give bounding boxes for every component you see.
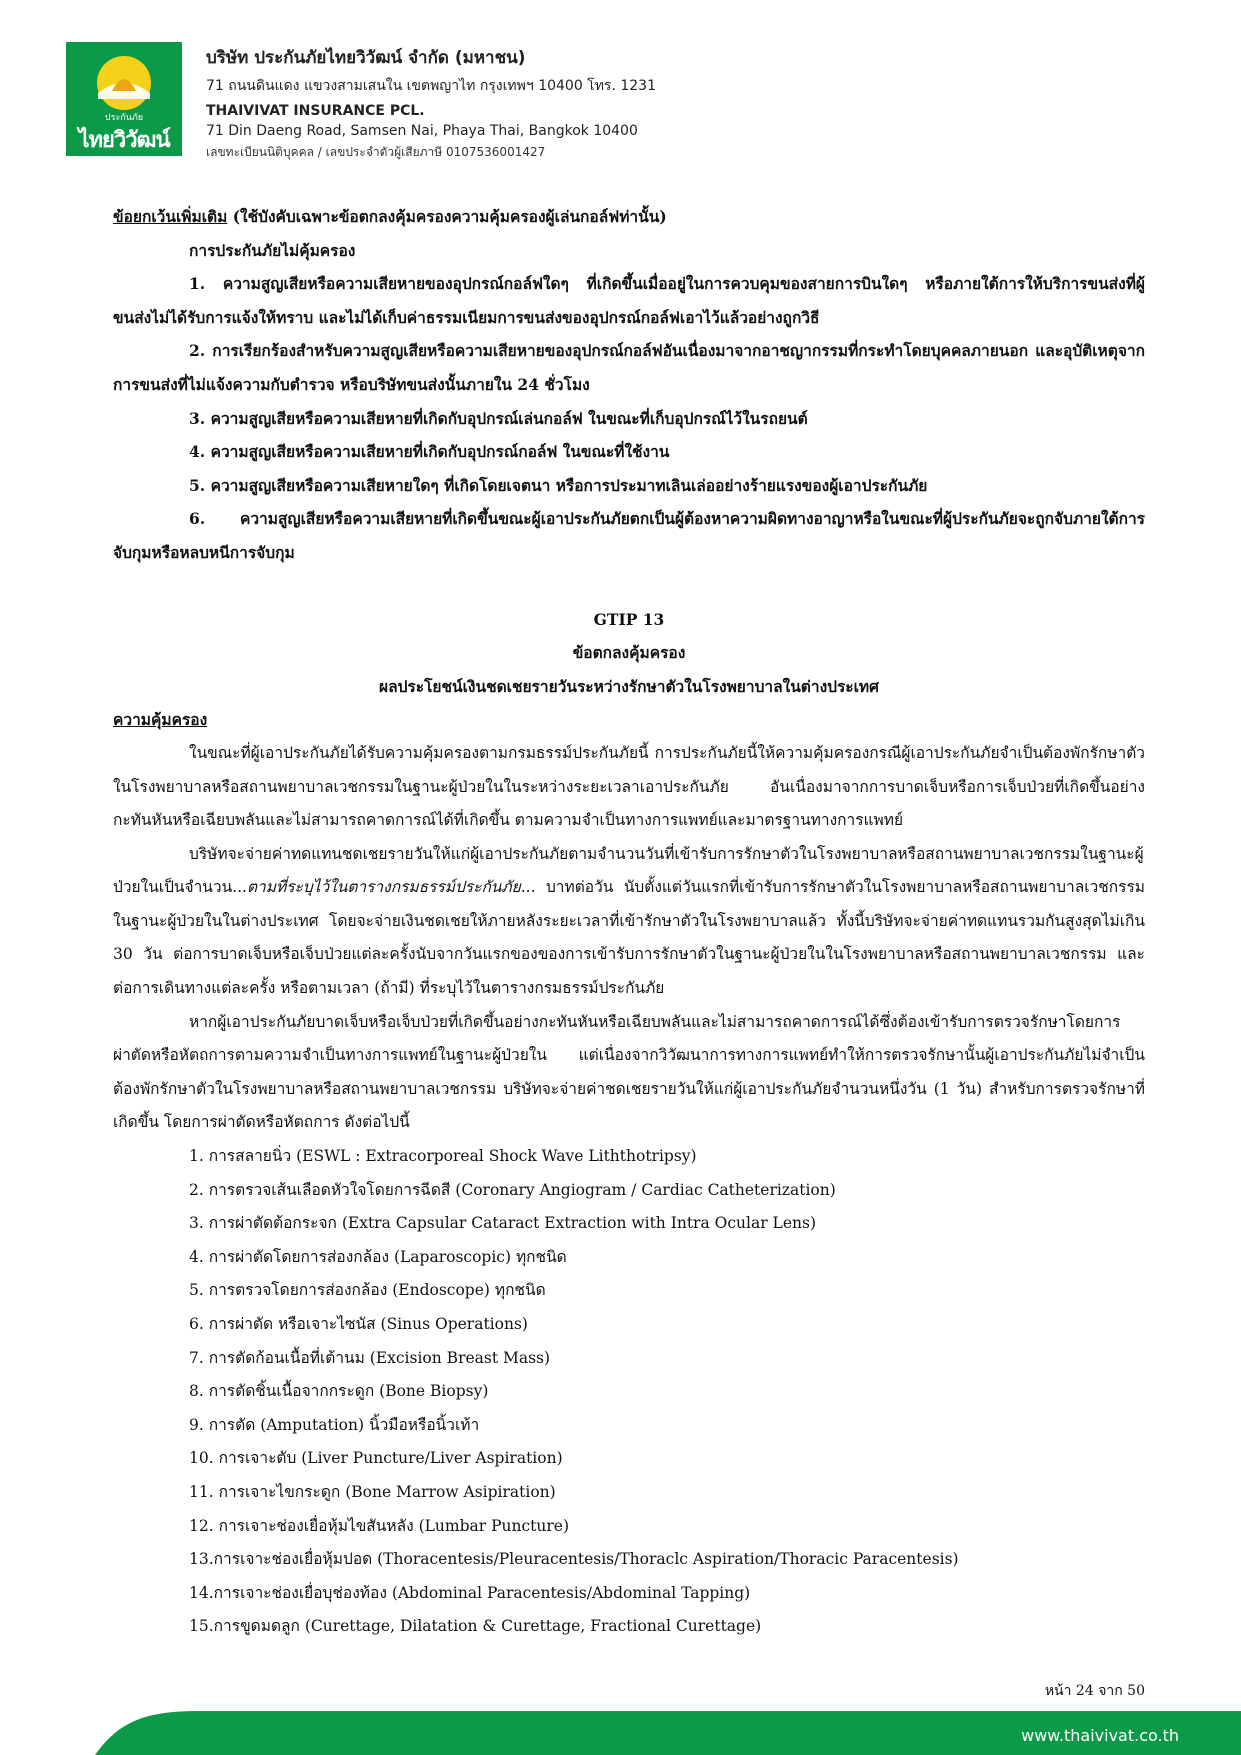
procedure-item: 2. การตรวจเส้นเลือดหัวใจโดยการฉีดสี (Coronary Angiogram / Cardiac Catheterization) xyxy=(189,1180,836,1199)
exclusion-item: 5. ความสูญเสียหรือความเสียหายใดๆ ที่เกิดโดยเจตนา หรือการประมาทเลินเล่ออย่างร้ายแรงของผู้เอาประกันภัย xyxy=(189,475,928,495)
exclusions-heading xyxy=(113,200,1145,234)
exclusions-title: ข้อยกเว้นเพิ่มเติม xyxy=(113,207,228,226)
procedure-item: 4. การผ่าตัดโดยการส่องกล้อง (Laparoscopic) ทุกชนิด xyxy=(189,1247,567,1266)
exclusions-subtitle: การประกันภัยไม่คุ้มครอง xyxy=(189,240,356,260)
exclusion-item: 6. ความสูญเสียหรือความเสียหายที่เกิดขึ้นขณะผู้เอาประกันภัยตกเป็นผู้ต้องหาความผิดทางอาญาหรือในขณะที่ผู้ประกันภัยจะถูกจับภายใต้การจับกุมหรือหลบหนีการจับกุม xyxy=(113,509,1145,562)
procedure-item: 12. การเจาะช่องเยื่อหุ้มไขสันหลัง (Lumbar Puncture) xyxy=(189,1516,570,1535)
page-number: หน้า 24 จาก 50 xyxy=(1044,1683,1145,1699)
procedure-item: 10. การเจาะตับ (Liver Puncture/Liver Aspiration) xyxy=(189,1449,563,1468)
exclusion-item: 1. ความสูญเสียหรือความเสียหายของอุปกรณ์กอล์ฟใดๆ ที่เกิดขึ้นเมื่ออยู่ในการควบคุมของสายการบินใดๆ หรือภายใต้การให้บริการขนส่งที่ผู้ขนส่งไม่ได้รับการแจ้งให้ทราบ และไม่ได้เก็บค่าธรรมเนียมการขนส่งของอุปกรณ์กอล์ฟเอาไว้แล้วอย่างถูกวิธี xyxy=(113,274,1145,327)
procedure-item: 11. การเจาะไขกระดูก (Bone Marrow Asipiration) xyxy=(189,1482,556,1501)
procedure-item: 15.การขูดมดลูก (Curettage, Dilatation & Curettage, Fractional Curettage) xyxy=(189,1617,762,1636)
procedure-item: 5. การตรวจโดยการส่องกล้อง (Endoscope) ทุกชนิด xyxy=(189,1281,546,1300)
logo-brand-text: ไทยวิวัฒน์ xyxy=(78,128,170,153)
gtip-code: GTIP 13 xyxy=(593,609,665,629)
company-address-en: 71 Din Daeng Road, Samsen Nai, Phaya Thai, Bangkok 10400 xyxy=(206,123,638,139)
exclusions-title-note: (ใช้บังคับเฉพาะข้อตกลงคุ้มครองความคุ้มครองผู้เล่นกอล์ฟท่านั้น) xyxy=(227,207,667,226)
company-address-th: 71 ถนนดินแดง แขวงสามเสนใน เขตพญาไท กรุงเทพฯ 10400 โทร. 1231 xyxy=(206,78,656,94)
procedure-item: 14.การเจาะช่องเยื่อบุช่องท้อง (Abdominal Paracentesis/Abdominal Tapping) xyxy=(189,1583,751,1602)
website-link[interactable]: www.thaivivat.co.th xyxy=(1021,1726,1179,1745)
company-logo xyxy=(66,42,182,156)
coverage-paragraph-3: หากผู้เอาประกันภัยบาดเจ็บหรือเจ็บป่วยที่เกิดขึ้นอย่างกะทันหันหรือเฉียบพลันและไม่สามารถคาดการณ์ได้ซึ่งต้องเข้ารับการตรวจรักษาโดยการผ่าตัดหรือหัตถการตามความจำเป็นทางการแพทย์ในฐานะผู้ป่วยใน แต่เนื่องจากวิวัฒนาการทางการแพทย์ทำให้การตรวจรักษานั้นผู้เอาประกันภัยไม่จำเป็นต้องพักรักษาตัวในโรงพยาบาลหรือสถานพยาบาลเวชกรรม บริษัทจะจ่ายค่าชดเชยรายวันให้แก่ผู้เอาประกันภัยจำนวนหนึ่งวัน (1 วัน) สำหรับการตรวจรักษาที่เกิดขึ้น โดยการผ่าตัดหรือหัตถการ ดังต่อไปนี้ xyxy=(113,1012,1145,1132)
logo-emblem-icon xyxy=(90,53,158,113)
document-body xyxy=(113,200,1145,1644)
coverage-paragraph-2-text-a: บริษัทจะจ่ายค่าทดแทนชดเชยรายวันให้แก่ผู้เอาประกันภัยตามจำนวนวันที่เข้ารับการรักษาตัวในโรงพยาบาลหรือสถานพยาบาลเวชกรรมในฐานะผู้ป่วยในเป็นจำนวน xyxy=(113,844,1144,897)
coverage-paragraph-2-italic: ...ตามที่ระบุไว้ในตารางกรมธรรม์ประกันภัย... xyxy=(232,878,536,897)
procedure-item: 6. การผ่าตัด หรือเจาะไซนัส (Sinus Operations) xyxy=(189,1315,528,1333)
letterhead xyxy=(66,42,1176,160)
procedure-item: 3. การผ่าตัดต้อกระจก (Extra Capsular Cataract Extraction with Intra Ocular Lens) xyxy=(189,1214,816,1233)
procedure-item: 1. การสลายนิ่ว (ESWL : Extracorporeal Shock Wave Liththotripsy) xyxy=(189,1147,697,1166)
logo-small-text: ประกันภัย xyxy=(104,113,144,123)
gtip-heading: ข้อตกลงคุ้มครอง xyxy=(572,643,686,663)
procedure-item: 13.การเจาะช่องเยื่อหุ้มปอด (Thoracentesis/Pleuracentesis/Thoraclc Aspiration/Thoracic Paracentesis) xyxy=(189,1550,959,1569)
coverage-paragraph-2 xyxy=(113,838,1145,1006)
exclusion-item: 2. การเรียกร้องสำหรับความสูญเสียหรือความเสียหายของอุปกรณ์กอล์ฟอันเนื่องมาจากอาชญากรรมที่กระทำโดยบุคคลภายนอก และอุบัติเหตุจากการขนส่งที่ไม่แจ้งความกับตำรวจ หรือบริษัทขนส่งนั้นภายใน 24 ชั่วโมง xyxy=(113,341,1145,394)
procedure-item: 9. การตัด (Amputation) นิ้วมือหรือนิ้วเท้า xyxy=(189,1415,480,1434)
procedure-item: 7. การตัดก้อนเนื้อที่เต้านม (Excision Breast Mass) xyxy=(189,1348,551,1367)
gtip-subheading: ผลประโยชน์เงินชดเชยรายวันระหว่างรักษาตัวในโรงพยาบาลในต่างประเทศ xyxy=(379,676,879,696)
exclusion-item: 4. ความสูญเสียหรือความเสียหายที่เกิดกับอุปกรณ์กอล์ฟ ในขณะที่ใช้งาน xyxy=(189,442,670,462)
exclusion-item: 3. ความสูญเสียหรือความเสียหายที่เกิดกับอุปกรณ์เล่นกอล์ฟ ในขณะที่เก็บอุปกรณ์ไว้ในรถยนต์ xyxy=(189,408,808,428)
company-tax-id: เลขทะเบียนนิติบุคคล / เลขประจำตัวผู้เสียภาษี 0107536001427 xyxy=(206,145,546,159)
procedure-item: 8. การตัดชิ้นเนื้อจากกระดูก (Bone Biopsy) xyxy=(189,1382,489,1401)
company-name-en: THAIVIVAT INSURANCE PCL. xyxy=(206,103,425,119)
coverage-paragraph-1: ในขณะที่ผู้เอาประกันภัยได้รับความคุ้มครองตามกรมธรรม์ประกันภัยนี้ การประกันภัยนี้ให้ความคุ้มครองกรณีผู้เอาประกันภัยจำเป็นต้องพักรักษาตัวในโรงพยาบาลหรือสถานพยาบาลเวชกรรมในฐานะผู้ป่วยในในระหว่างระยะเวลาเอาประกันภัย อันเนื่องมาจากการบาดเจ็บหรือการเจ็บป่วยที่เกิดขึ้นอย่างกะทันหันหรือเฉียบพลันและไม่สามารถคาดการณ์ได้ที่เกิดขึ้น ตามความจำเป็นทางการแพทย์และมาตรฐานทางการแพทย์ xyxy=(113,743,1145,830)
company-name-th: บริษัท ประกันภัยไทยวิวัฒน์ จำกัด (มหาชน) xyxy=(206,48,526,68)
coverage-title: ความคุ้มครอง xyxy=(113,710,208,730)
coverage-paragraph-2-text-b: บาทต่อวัน นับตั้งแต่วันแรกที่เข้ารับการรักษาตัวในโรงพยาบาลหรือสถานพยาบาลเวชกรรมในฐานะผู้ป่วยในในต่างประเทศ โดยจะจ่ายเงินชดเชยให้ภายหลังระยะเวลาที่เข้ารักษาตัวในโรงพยาบาลแล้ว ทั้งนี้บริษัทจะจ่ายค่าทดแทนรวมกันสูงสุดไม่เกิน 30 วัน ต่อการบาดเจ็บหรือเจ็บป่วยแต่ละครั้งนับจากวันแรกของของการเข้ารับการรักษาตัวในฐานะผู้ป่วยในในโรงพยาบาลหรือสถานพยาบาลเวชกรรม และต่อการเดินทางแต่ละครั้ง หรือตามเวลา (ถ้ามี) ที่ระบุไว้ในตารางกรมธรรม์ประกันภัย xyxy=(113,878,1145,998)
procedure-list xyxy=(113,1140,1145,1644)
company-info xyxy=(206,42,656,162)
